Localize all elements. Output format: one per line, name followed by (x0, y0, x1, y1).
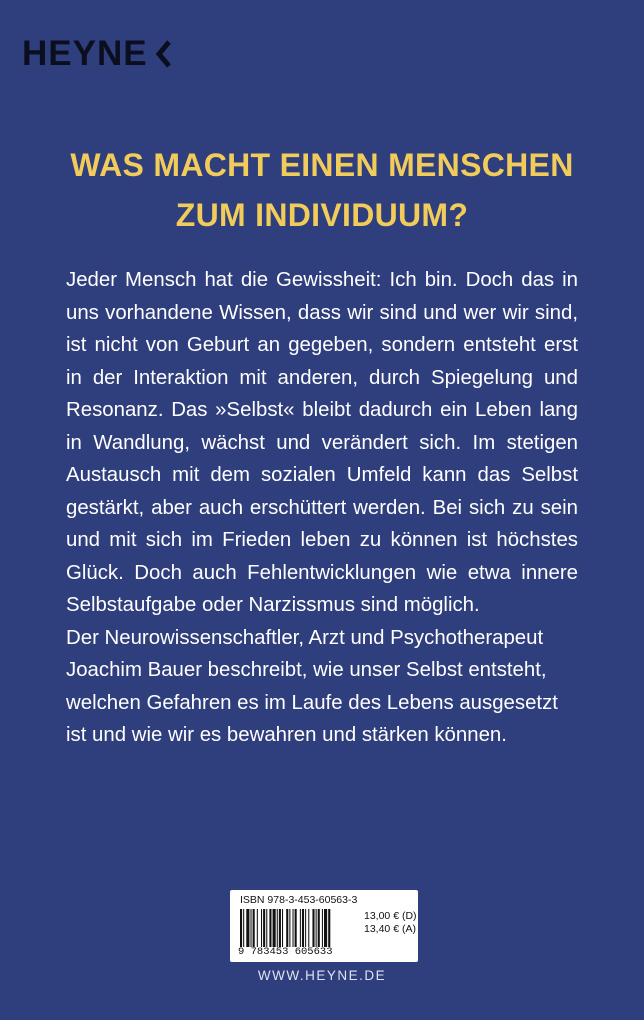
publisher-logo (22, 36, 174, 71)
blurb-text (66, 264, 578, 752)
website-url: WWW.HEYNE.DE (257, 968, 387, 983)
barcode-bars (240, 909, 366, 947)
blurb-paragraph-2-line: ist und wie wir es bewahren und stärken können. (66, 724, 507, 746)
headline (0, 140, 644, 240)
price-austria: 13,40 € (A) (364, 923, 416, 935)
barcode-digits: 9 783453 605633 (238, 946, 333, 958)
publisher-name: HEYNE (22, 34, 148, 73)
blurb-paragraph-2-line: welchen Gefahren es im Laufe des Lebens ausgesetzt (66, 691, 558, 714)
barcode-label (230, 890, 418, 962)
prices (364, 910, 417, 936)
blurb-paragraph-2-line: Joachim Bauer beschreibt, wie unser Selbst entsteht, (66, 659, 547, 681)
headline-line-2: ZUM INDIVIDUUM? (175, 197, 469, 233)
price-germany: 13,00 € (D) (364, 910, 417, 922)
heyne-arrow-icon (154, 39, 174, 69)
blurb-paragraph-2-line: Der Neurowissenschaftler, Arzt und Psychotherapeut (66, 626, 544, 649)
headline-line-1: WAS MACHT EINEN MENSCHEN (70, 147, 574, 183)
blurb-paragraph-2 (66, 622, 578, 752)
blurb-paragraph-1: Jeder Mensch hat die Gewissheit: Ich bin. Doch das in uns vorhandene Wissen, dass wir sind und wer wir sind, ist nicht von Geburt an gegeben, sondern entsteht erst in der Interaktion mit anderen, durch Spiegelung und Resonanz. Das »Selbst« bleibt dadurch ein Leben lang in Wandlung, wächst und verändert sich. Im stetigen Austausch mit dem sozialen Umfeld kann das Selbst gestärkt, aber auch erschüttert werden. Bei sich zu sein und mit sich im Frieden leben zu können ist höchstes Glück. Doch auch Fehlentwicklungen wie etwa innere Selbstaufgabe oder Narzissmus sind möglich. (66, 269, 578, 616)
isbn-number: ISBN 978-3-453-60563-3 (240, 894, 358, 906)
